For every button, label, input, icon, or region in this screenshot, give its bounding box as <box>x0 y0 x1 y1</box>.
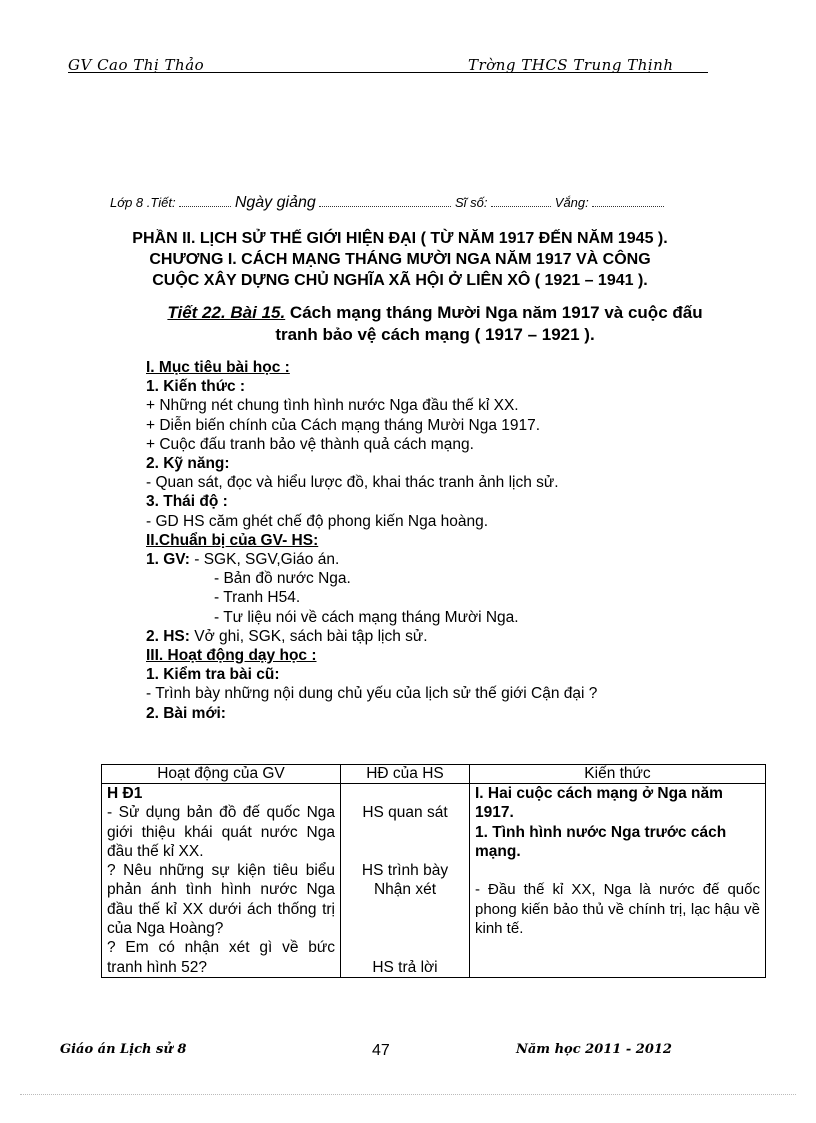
header-divider <box>68 72 708 73</box>
class-label: Lớp 8 .Tiết: <box>110 195 176 210</box>
hs-response: HS trình bày <box>361 862 449 880</box>
part-title <box>100 228 700 291</box>
knowledge-item: + Cuộc đấu tranh bảo vệ thành quả cách mạng. <box>146 435 474 453</box>
check-item: - Trình bày những nội dung chủ yếu của lịch sử thế giới Cận đại ? <box>146 685 598 703</box>
hs-response: HS trả lời <box>372 958 438 976</box>
hs-response: Nhận xét <box>373 881 437 899</box>
hs-item: Vở ghi, SGK, sách bài tập lịch sử. <box>189 627 428 645</box>
hs-label: 2. HS: <box>146 627 190 645</box>
part-title-line3: CUỘC XÂY DỰNG CHỦ NGHĨA XÃ HỘI Ở LIÊN XÔ ( 1921 – 1941 ). <box>152 272 648 289</box>
gv-item: - SGK, SGV,Giáo án. <box>189 551 340 569</box>
page-number: 47 <box>372 1042 390 1059</box>
gv-label: 1. GV: <box>146 551 190 569</box>
absent-label: Vắng: <box>554 195 589 210</box>
lesson-number: Tiết 22. Bài 15. <box>167 303 286 322</box>
gv-item: - Bản đồ nước Nga. <box>214 570 351 588</box>
lesson-info-row <box>110 194 750 212</box>
students-blank <box>491 196 551 207</box>
lesson-title-line1: Cách mạng tháng Mười Nga năm 1917 và cuộc đấu <box>285 303 703 322</box>
objectives-heading: I. Mục tiêu bài học : <box>146 359 290 376</box>
activities-table <box>101 764 766 978</box>
part-title-line1: PHẦN II. LỊCH SỬ THẾ GIỚI HIỆN ĐẠI ( TỪ NĂM 1917 ĐẾN NĂM 1945 ). <box>132 230 668 247</box>
gv-item: - Tranh H54. <box>214 589 301 607</box>
lesson-body <box>146 358 746 723</box>
table-header-kt: Kiến thức <box>470 765 766 784</box>
absent-blank <box>592 196 664 207</box>
date-label: Ngày giảng <box>234 194 316 211</box>
knowledge-content: - Đầu thế kỉ XX, Nga là nước đế quốc phong kiến bảo thủ về chính trị, lạc hậu về kinh tế. <box>475 881 760 938</box>
gv-question: ? Em có nhận xét gì về bức tranh hình 52? <box>107 939 335 976</box>
table-header-hs: HĐ của HS <box>341 765 470 784</box>
knowledge-item: + Diễn biến chính của Cách mạng tháng Mười Nga 1917. <box>146 416 541 434</box>
part-title-line2: CHƯƠNG I. CÁCH MẠNG THÁNG MƯỜI NGA NĂM 1917 VÀ CÔNG <box>149 251 651 268</box>
hs-cell <box>341 784 470 978</box>
period-blank <box>179 196 231 207</box>
preparation-heading: II.Chuẩn bị của GV- HS: <box>146 531 319 549</box>
activity-label: H Đ1 <box>107 785 143 802</box>
teacher-name: GV Cao Thị Thảo <box>68 56 205 74</box>
table-header-row <box>102 765 766 784</box>
knowledge-heading: 1. Kiến thức : <box>146 378 246 396</box>
skills-heading: 2. Kỹ năng: <box>146 455 230 473</box>
gv-step: - Sử dụng bản đồ đế quốc Nga giới thiệu khái quát nước Nga đầu thế kỉ XX. <box>107 804 335 860</box>
skills-item: - Quan sát, đọc và hiểu lược đồ, khai thác tranh ảnh lịch sử. <box>146 474 559 492</box>
gv-item: - Tư liệu nói về cách mạng tháng Mười Nga. <box>214 608 519 626</box>
footer-school-year: Năm học 2011 - 2012 <box>516 1042 672 1057</box>
students-label: Sĩ số: <box>455 195 488 210</box>
footer-doc-title: Giáo án Lịch sử 8 <box>60 1042 187 1057</box>
lesson-title <box>100 302 770 346</box>
lesson-title-line2: tranh bảo vệ cách mạng ( 1917 – 1921 ). <box>275 325 595 344</box>
date-blank <box>319 196 451 207</box>
knowledge-item: + Những nét chung tình hình nước Nga đầu thế kỉ XX. <box>146 397 519 415</box>
table-row <box>102 784 766 978</box>
hs-response: HS quan sát <box>362 804 448 822</box>
page-bottom-rule <box>20 1094 796 1095</box>
activities-heading: III. Hoạt động dạy học : <box>146 647 317 665</box>
check-heading: 1. Kiểm tra bài cũ: <box>146 666 280 684</box>
new-lesson-heading: 2. Bài mới: <box>146 704 226 722</box>
attitude-item: - GD HS căm ghét chế độ phong kiến Nga hoàng. <box>146 512 489 530</box>
gv-question: ? Nêu những sự kiện tiêu biểu phản ánh tình hình nước Nga đầu thế kỉ XX dưới ách thống trị của Nga Hoàng? <box>107 862 335 938</box>
kt-cell <box>470 784 766 978</box>
attitude-heading: 3. Thái độ : <box>146 493 228 511</box>
gv-cell <box>102 784 341 978</box>
knowledge-subheading: 1. Tình hình nước Nga trước cách mạng. <box>475 823 727 860</box>
knowledge-section-heading: I. Hai cuộc cách mạng ở Nga năm 1917. <box>475 785 723 822</box>
school-name: Trờng THCS Trung Thịnh <box>468 56 674 74</box>
table-header-gv: Hoạt động của GV <box>102 765 341 784</box>
